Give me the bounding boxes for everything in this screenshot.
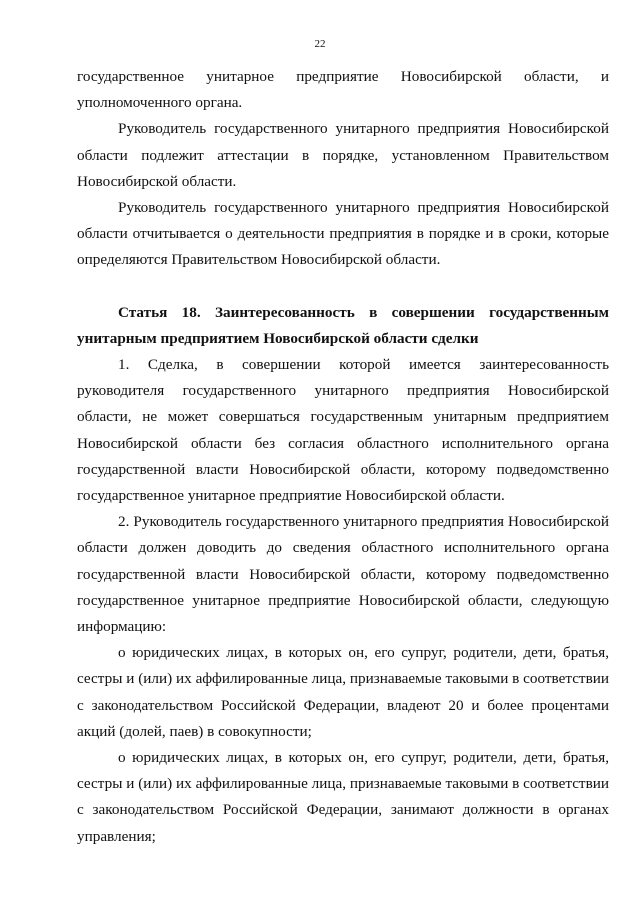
paragraph-reporting: Руководитель государственного унитарного предприятия Новосибирской области отчитывается о деятельности предприятия в порядке и в сроки, которые определяются Правительством Новосибирской области. [77,199,609,269]
article-heading: Статья 18. Заинтересованность в совершении государственным унитарным предприятием Новосибирской области сделки [77,303,609,347]
document-body [77,64,609,850]
section-gap [77,274,609,300]
paragraph-clause-2: 2. Руководитель государственного унитарного предприятия Новосибирской области должен доводить до сведения областного исполнительного органа государственной власти Новосибирской области, которому подведомственно государственное унитарное предприятие Новосибирской области, следующую информацию: [77,513,609,636]
paragraph-item-management: о юридических лицах, в которых он, его супруг, родители, дети, братья, сестры и (или) их аффилированные лица, признаваемые таковыми в соответствии с законодательством Российской Федерации, занимают должности в органах управления; [77,749,609,845]
paragraph-attestation: Руководитель государственного унитарного предприятия Новосибирской области подлежит аттестации в порядке, установленном Правительством Новосибирской области. [77,120,609,190]
paragraph-item-ownership: о юридических лицах, в которых он, его супруг, родители, дети, братья, сестры и (или) их аффилированные лица, признаваемые таковыми в соответствии с законодательством Российской Федерации, владеют 20 и более процентами акций (долей, паев) в совокупности; [77,644,609,740]
page-number: 22 [314,38,326,50]
paragraph-clause-1: 1. Сделка, в совершении которой имеется заинтересованность руководителя государственного унитарного предприятия Новосибирской области, не может совершаться государственным унитарным предприятием Новосибирской области без согласия областного исполнительного органа государственной власти Новосибирской области, которому подведомственно государственное унитарное предприятие Новосибирской области. [77,356,609,505]
paragraph-continuation: государственное унитарное предприятие Новосибирской области, и уполномоченного органа. [77,68,609,112]
